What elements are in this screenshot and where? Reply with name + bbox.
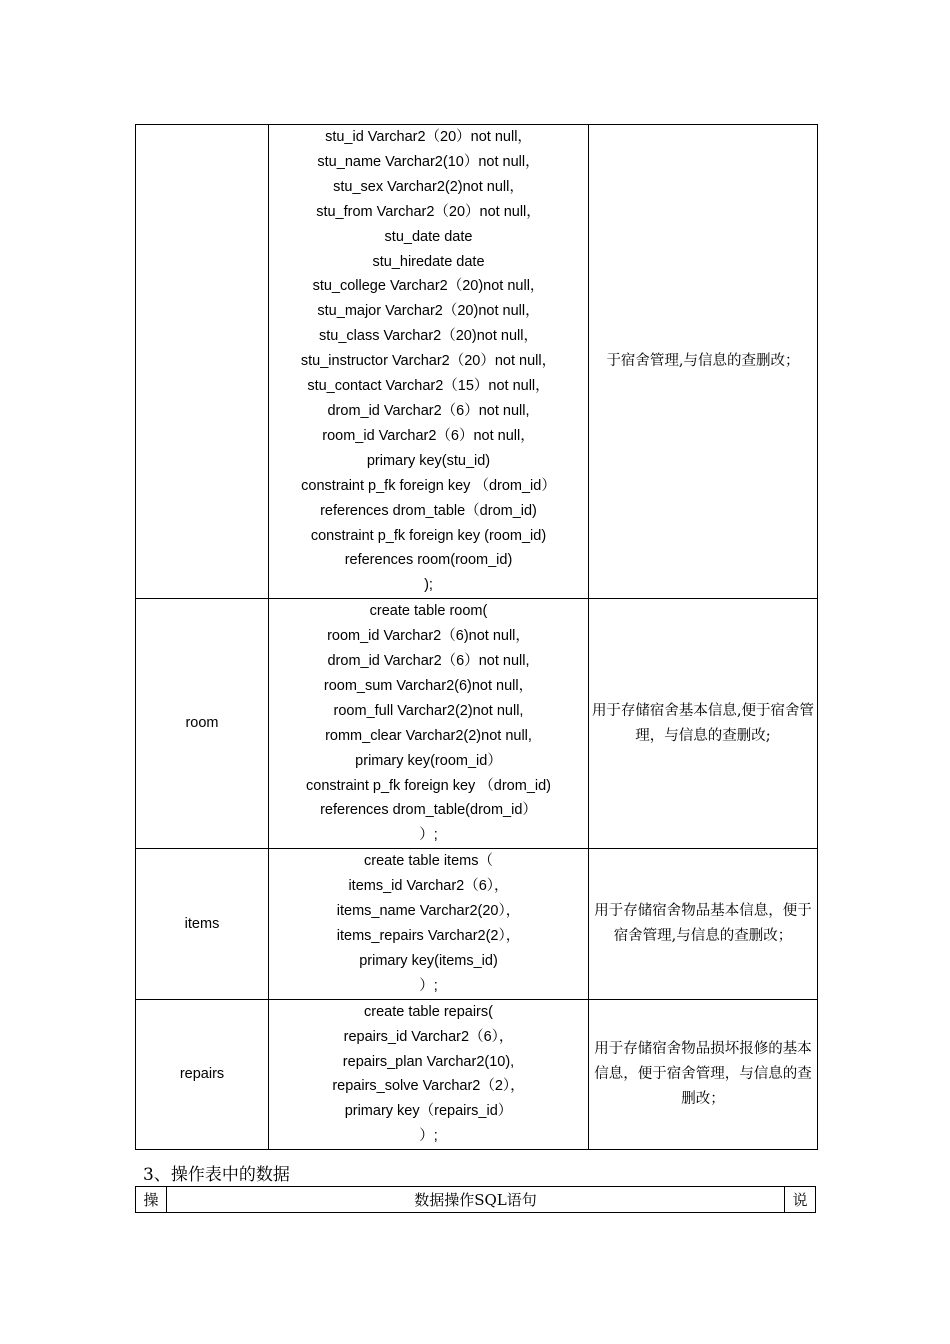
table-row (136, 125, 818, 599)
table-row (136, 999, 818, 1149)
sql-line: primary key（repairs_id） (344, 1103, 513, 1120)
sql-line: room_sum Varchar2(6)not null， (323, 677, 534, 694)
description-cell: 于宿舍管理,与信息的查删改； (589, 125, 818, 599)
sql-line: items_repairs Varchar2(2）， (336, 928, 521, 944)
sql-line: stu_from Varchar2（20）not null， (316, 203, 541, 220)
description-cell: 用于存储宿舍基本信息,便于宿舍管理，与信息的查删改; (589, 599, 818, 849)
sql-line: items_id Varchar2（6）， (348, 878, 509, 895)
sql-line: stu_contact Varchar2（15）not null， (307, 378, 550, 395)
sql-line: repairs_plan Varchar2(10), (342, 1053, 515, 1070)
ops-header-description: 说 (785, 1187, 816, 1213)
sql-line: stu_hiredate date (372, 253, 485, 270)
sql-line: create table room( (369, 603, 488, 620)
ops-header-operation: 操 (136, 1187, 167, 1213)
sql-line: drom_id Varchar2（6）not null, (327, 653, 530, 670)
sql-line: references room(room_id) (344, 552, 513, 569)
sql-statement-cell (269, 849, 589, 999)
sql-line: primary key(stu_id) (366, 452, 491, 469)
sql-line: constraint p_fk foreign key （drom_id) (306, 777, 551, 794)
sql-line: references drom_table（drom_id) (320, 502, 537, 519)
sql-line: create table repairs( (364, 1003, 493, 1020)
table-operations-header-row (136, 1187, 816, 1213)
table-schema-body (136, 125, 818, 1150)
ops-header-sql: 数据操作SQL语句 (167, 1187, 785, 1213)
sql-line: stu_college Varchar2（20)not null， (312, 278, 545, 295)
table-schema (135, 124, 818, 1150)
description-cell: 用于存储宿舍物品基本信息，便于宿舍管理,与信息的查删改； (589, 849, 818, 999)
sql-line: ）; (419, 977, 438, 994)
table-name-cell (136, 125, 269, 599)
description-cell: 用于存储宿舍物品损坏报修的基本信息，便于宿舍管理，与信息的查删改； (589, 999, 818, 1149)
sql-line: ）; (419, 1128, 438, 1145)
section-heading: 3、操作表中的数据 (143, 1165, 290, 1185)
sql-line: romm_clear Varchar2(2)not null, (325, 727, 532, 744)
sql-line: stu_instructor Varchar2（20）not null， (300, 353, 557, 370)
sql-line: stu_sex Varchar2(2)not null， (333, 178, 524, 195)
sql-line: room_id Varchar2（6)not null， (327, 628, 530, 645)
sql-line: ）; (419, 827, 438, 844)
sql-line: primary key(items_id) (359, 952, 498, 969)
sql-line: repairs_id Varchar2（6）， (343, 1028, 514, 1045)
sql-statement-cell (269, 125, 589, 599)
sql-line: primary key(room_id） (355, 752, 502, 769)
sql-line: items_name Varchar2(20）， (336, 903, 521, 920)
sql-line: constraint p_fk foreign key (room_id) (310, 527, 547, 544)
sql-line: constraint p_fk foreign key （drom_id） (301, 477, 556, 494)
table-row (136, 849, 818, 999)
sql-line: room_full Varchar2(2)not null, (333, 702, 524, 719)
table-row (136, 599, 818, 849)
sql-line: ); (424, 577, 433, 594)
sql-line: room_id Varchar2（6）not null， (322, 427, 535, 444)
sql-line: stu_date date (384, 228, 473, 245)
table-name-cell: repairs (136, 999, 269, 1149)
sql-line: references drom_table(drom_id） (320, 802, 537, 819)
sql-statement-cell (269, 999, 589, 1149)
table-operations (135, 1186, 816, 1213)
table-name-cell: items (136, 849, 269, 999)
sql-line: stu_name Varchar2(10）not null， (317, 153, 540, 170)
sql-line: repairs_solve Varchar2（2）， (332, 1078, 525, 1095)
sql-line: stu_major Varchar2（20)not null， (317, 303, 540, 320)
table-name-cell: room (136, 599, 269, 849)
sql-statement-cell (269, 599, 589, 849)
sql-line: stu_id Varchar2（20）not null， (325, 129, 532, 145)
sql-line: stu_class Varchar2（20)not null， (319, 328, 538, 345)
sql-line: create table items（ (364, 853, 493, 870)
sql-line: drom_id Varchar2（6）not null, (327, 402, 530, 419)
